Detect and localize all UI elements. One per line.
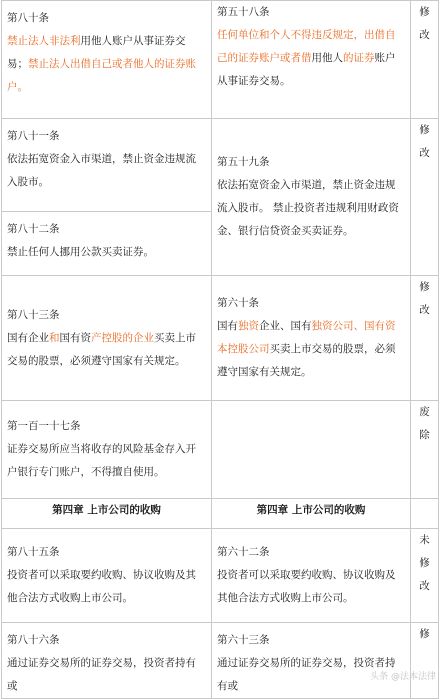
- action-cell: [411, 276, 439, 401]
- new-article-cell: [212, 119, 411, 276]
- old-article-text: 通过证券交易所的证券交易，投资者持有或: [7, 657, 196, 692]
- old-article-text: 证券交易所应当将收存的风险基金存入开户银行专门账户，不得擅自使用。: [7, 443, 196, 478]
- table-row: [2, 529, 439, 623]
- old-article-title: 第八十一条: [7, 130, 60, 142]
- action-char: 废: [419, 406, 430, 418]
- action-char: 修: [419, 281, 430, 293]
- new-article-text: [217, 29, 396, 87]
- old-article-text: 投资者可以采取要约收购、协议收购及其他合法方式收购上市公司。: [7, 569, 196, 604]
- old-article-title: 第八十六条: [7, 634, 60, 646]
- old-article-text: 依法拓宽资金入市渠道，禁止资金违规流入股市。: [7, 153, 196, 188]
- old-article-text: [7, 332, 196, 367]
- action-char: 改: [419, 304, 430, 316]
- new-article-text: 通过证券交易所的证券交易，投资者持有或: [217, 657, 396, 692]
- action-char: 改: [419, 29, 430, 41]
- action-char: 修: [419, 628, 430, 640]
- highlighted-text: 产控股的企业: [91, 331, 154, 344]
- action-char: 除: [419, 429, 430, 441]
- new-article-title: 第六十条: [217, 297, 259, 309]
- new-article-cell: [212, 1, 411, 119]
- action-char: 修: [419, 124, 430, 136]
- chapter-header-row: [2, 499, 439, 529]
- plain-text: 国有: [217, 320, 238, 332]
- table-row: [2, 401, 439, 499]
- old-article-title: 第一百一十七条: [7, 420, 81, 432]
- old-article-title: 第八十五条: [7, 546, 60, 558]
- old-article-cell: [2, 276, 212, 401]
- old-article-title: 第八十三条: [7, 308, 60, 321]
- table-row: [2, 276, 439, 401]
- plain-text: 国有资: [59, 331, 91, 344]
- new-article-text: 投资者可以采取要约收购、协议收购及其他合法方式收购上市公司。: [217, 569, 396, 604]
- action-cell: [411, 623, 439, 699]
- action-char: 改: [419, 147, 430, 159]
- action-cell: [411, 1, 439, 119]
- action-cell: [411, 401, 439, 499]
- plain-text: 国有企业: [7, 331, 49, 344]
- action-char: 未: [419, 534, 430, 546]
- highlighted-text: 非法利: [49, 35, 81, 47]
- action-char: 修: [419, 6, 430, 18]
- new-article-cell: [212, 623, 411, 699]
- chapter-title-new: 第四章 上市公司的收购: [212, 499, 411, 529]
- new-article-title: 第六十二条: [217, 546, 270, 558]
- plain-text: 企业、国有: [259, 320, 312, 332]
- plain-text: 用他人账户从事证券交易；: [7, 35, 186, 70]
- new-article-cell: [212, 529, 411, 623]
- new-article-title: 第六十三条: [217, 634, 270, 646]
- table-row: [2, 119, 439, 212]
- highlighted-text: 独资: [238, 320, 259, 332]
- old-article-cell: [2, 1, 212, 119]
- highlighted-text: 和: [49, 331, 60, 344]
- action-char: 改: [419, 580, 430, 592]
- new-article-cell: [212, 401, 411, 499]
- highlighted-text: 禁止法人出借自己或者他人的证券账户。: [7, 58, 196, 93]
- plain-text: 买卖上市交易的股票，必须遵守国家有关规定。: [217, 343, 396, 378]
- old-article-cell: [2, 119, 212, 212]
- old-article-title: 第八十二条: [7, 223, 60, 235]
- old-article-cell: [2, 212, 212, 276]
- action-cell: [411, 119, 439, 276]
- highlighted-text: 禁止法人: [7, 35, 49, 47]
- old-article-text: 禁止任何人挪用公款买卖证券。: [7, 246, 154, 258]
- old-article-text: [7, 35, 196, 93]
- highlighted-text: 独资公司、国有资本控股公司: [217, 320, 396, 355]
- new-article-title: 第五十九条: [217, 156, 270, 168]
- old-article-cell: [2, 529, 212, 623]
- new-article-cell: [212, 276, 411, 401]
- new-article-text: [217, 320, 396, 378]
- new-article-title: 第五十八条: [217, 6, 270, 18]
- chapter-title-old: 第四章 上市公司的收购: [2, 499, 212, 529]
- table-row: [2, 1, 439, 119]
- plain-text: 买卖上市交易的股票，必须遵守国家有关规定。: [7, 331, 196, 367]
- action-cell: [411, 529, 439, 623]
- table-row: [2, 623, 439, 699]
- plain-text: 用他人: [311, 52, 343, 64]
- law-comparison-table: [1, 0, 439, 699]
- action-char: 修: [419, 557, 430, 569]
- old-article-title: 第八十条: [7, 12, 49, 24]
- highlighted-text: 的证券: [343, 52, 375, 64]
- watermark-text: 头条 @法本法律: [370, 672, 436, 682]
- chapter-action-cell: [411, 499, 439, 529]
- highlighted-text: 任何单位和个人不得违反规定，出借自己的证券账户或者借: [217, 29, 396, 64]
- new-article-text: 依法拓宽资金入市渠道，禁止资金违规流入股市。 禁止投资者违规利用财政资金、银行信贷资金买卖证券。: [217, 179, 399, 237]
- old-article-cell: [2, 401, 212, 499]
- old-article-cell: [2, 623, 212, 699]
- plain-text: 账户从事证券交易。: [217, 52, 396, 87]
